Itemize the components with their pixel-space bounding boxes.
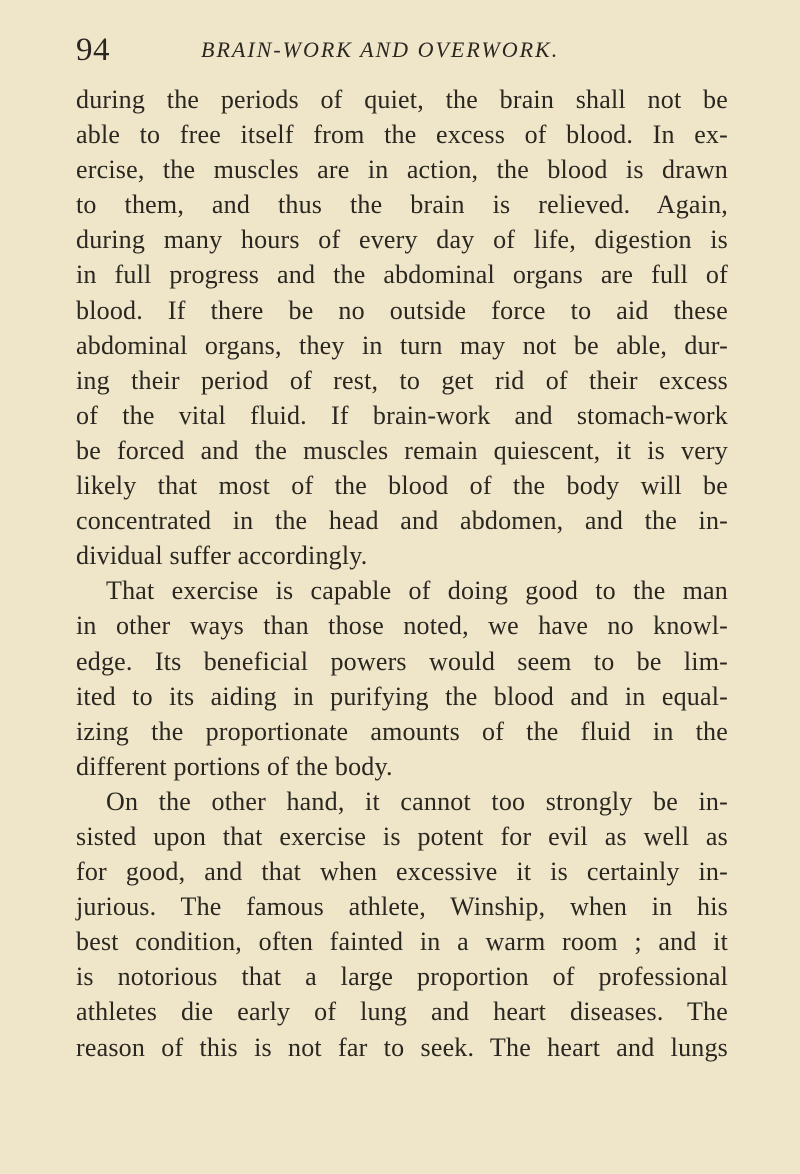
text-line: edge. Its beneficial powers would seem to be lim- [76,646,728,676]
text-line: ited to its aiding in purifying the blood and in equal- [76,681,728,711]
text-line: be forced and the muscles remain quiescent, it is very [76,435,728,465]
text-line: of the vital fluid. If brain-work and stomach-work [76,400,728,430]
text-line: reason of this is not far to seek. The heart and lungs [76,1032,728,1062]
text-line: to them, and thus the brain is relieved. Again, [76,190,728,220]
text-line: That exercise is capable of doing good to the man [106,576,728,606]
text-line: for good, and that when excessive it is certainly in- [76,857,728,887]
text-line: during the periods of quiet, the brain shall not be [76,85,728,114]
text-line: in full progress and the abdominal organs are full of [76,260,728,290]
body-text [76,82,728,1065]
text-line: is notorious that a large proportion of professional [76,962,728,992]
running-head: BRAIN-WORK AND OVERWORK. [201,37,560,62]
text-line: blood. If there be no outside force to aid these [76,295,728,325]
text-line: On the other hand, it cannot too strongly be in- [106,786,728,816]
page-number: 94 [76,32,110,68]
text-line: dividual suffer accordingly. [76,541,368,571]
page-header [76,30,726,70]
text-line: jurious. The famous athlete, Winship, when in his [76,892,728,922]
text-line: ercise, the muscles are in action, the blood is drawn [76,155,728,185]
text-line: concentrated in the head and abdomen, and the in- [76,506,728,536]
text-line: able to free itself from the excess of blood. In ex- [76,120,728,150]
text-line: sisted upon that exercise is potent for evil as well as [76,821,728,851]
text-line: in other ways than those noted, we have no knowl- [76,611,728,641]
text-line: likely that most of the blood of the body will be [76,471,728,501]
text-line: different portions of the body. [76,751,393,781]
text-line: abdominal organs, they in turn may not be able, dur- [76,330,728,360]
text-line: during many hours of every day of life, digestion is [76,225,728,255]
text-line: athletes die early of lung and heart diseases. The [76,997,728,1027]
text-line: izing the proportionate amounts of the fluid in the [76,716,728,746]
text-line: best condition, often fainted in a warm room ; and it [76,927,728,957]
text-line: ing their period of rest, to get rid of their excess [76,365,728,395]
